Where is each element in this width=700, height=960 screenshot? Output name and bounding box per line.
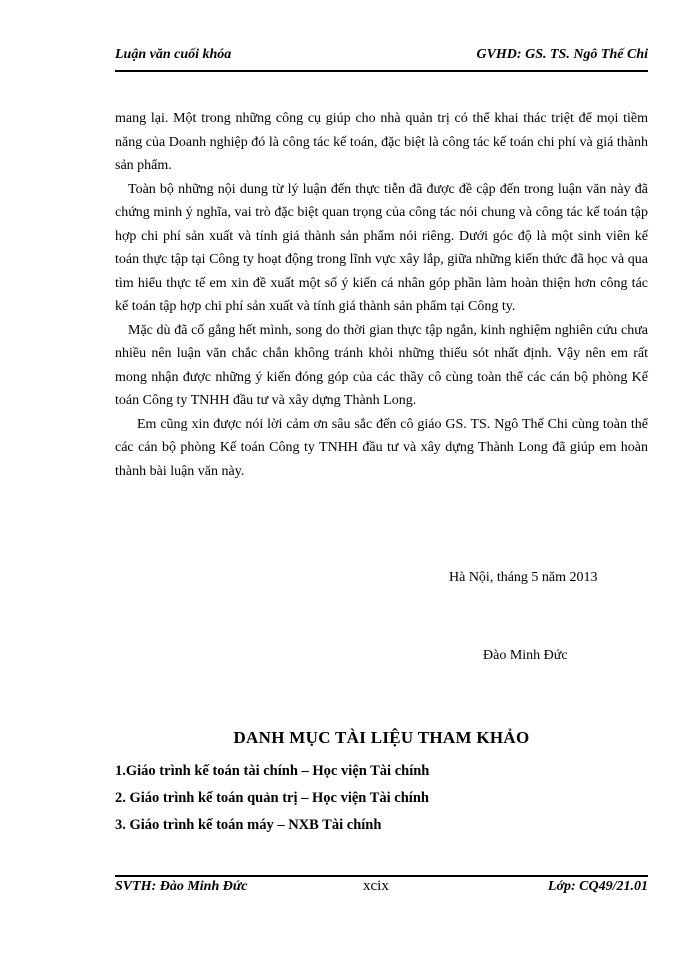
footer-class: Lớp: CQ49/21.01 [547, 879, 648, 894]
date-line: Hà Nội, tháng 5 năm 2013 [449, 570, 598, 585]
paragraph-4: Em cũng xin được nói lời cảm ơn sâu sắc đến cô giáo GS. TS. Ngô Thế Chi cùng toàn thể các cán bộ phòng Kế toán Công ty TNHH đầu tư và xây dựng Thành Long đã giúp em hoàn thành bài luận văn này. [115, 416, 648, 479]
paragraph-3: Mặc dù đã cố gắng hết mình, song do thời gian thực tập ngắn, kinh nghiệm nghiên cứu chưa nhiều nên luận văn chắc chắn không tránh khỏi những thiếu sót nhất định. Vậy nên em rất mong nhận được những ý kiến đóng góp của các thầy cô cùng toàn thể các cán bộ phòng Kế toán Công ty TNHH đầu tư và xây dựng Thành Long. [115, 322, 648, 408]
page-header [115, 47, 648, 67]
footer-divider [115, 875, 648, 877]
page-footer [115, 879, 648, 899]
paragraph-2: Toàn bộ những nội dung từ lý luận đến thực tiễn đã được đề cập đến trong luận văn này đã chứng minh ý nghĩa, vai trò đặc biệt quan trọng của công tác nói chung và công tác kế toán tập hợp chi phí sản xuất và tính giá thành sản phẩm nói riêng. Dưới góc độ là một sinh viên kế toán thực tập tại Công ty hoạt động trong lĩnh vực xây lắp, giữa những kiến thức đã học và qua tìm hiểu thực tế em xin đề xuất một số ý kiến cá nhân góp phần làm hoàn thiện hơn công tác kế toán tập hợp chi phí sản xuất và tính giá thành sản phẩm tại Công ty. [115, 181, 648, 314]
header-supervisor: GVHD: GS. TS. Ngô Thế Chi [476, 47, 648, 62]
reference-item-1: 1.Giáo trình kế toán tài chính – Học viện Tài chính [115, 763, 430, 779]
page-number: xcix [363, 878, 389, 894]
header-divider [115, 70, 648, 72]
reference-item-2: 2. Giáo trình kế toán quản trị – Học viện Tài chính [115, 790, 429, 806]
reference-item-3: 3. Giáo trình kế toán máy – NXB Tài chính [115, 817, 382, 833]
body-text [115, 107, 648, 483]
paragraph-1: mang lại. Một trong những công cụ giúp cho nhà quản trị có thể khai thác triệt để mọi tiềm năng của Doanh nghiệp đó là công tác kế toán, đặc biệt là công tác kế toán chi phí và giá thành sản phẩm. [115, 111, 648, 173]
author-signature-name: Đào Minh Đức [483, 648, 568, 663]
references-title: DANH MỤC TÀI LIỆU THAM KHẢO [233, 728, 530, 747]
footer-student: SVTH: Đào Minh Đức [115, 879, 248, 894]
header-thesis-title: Luận văn cuối khóa [115, 47, 232, 62]
